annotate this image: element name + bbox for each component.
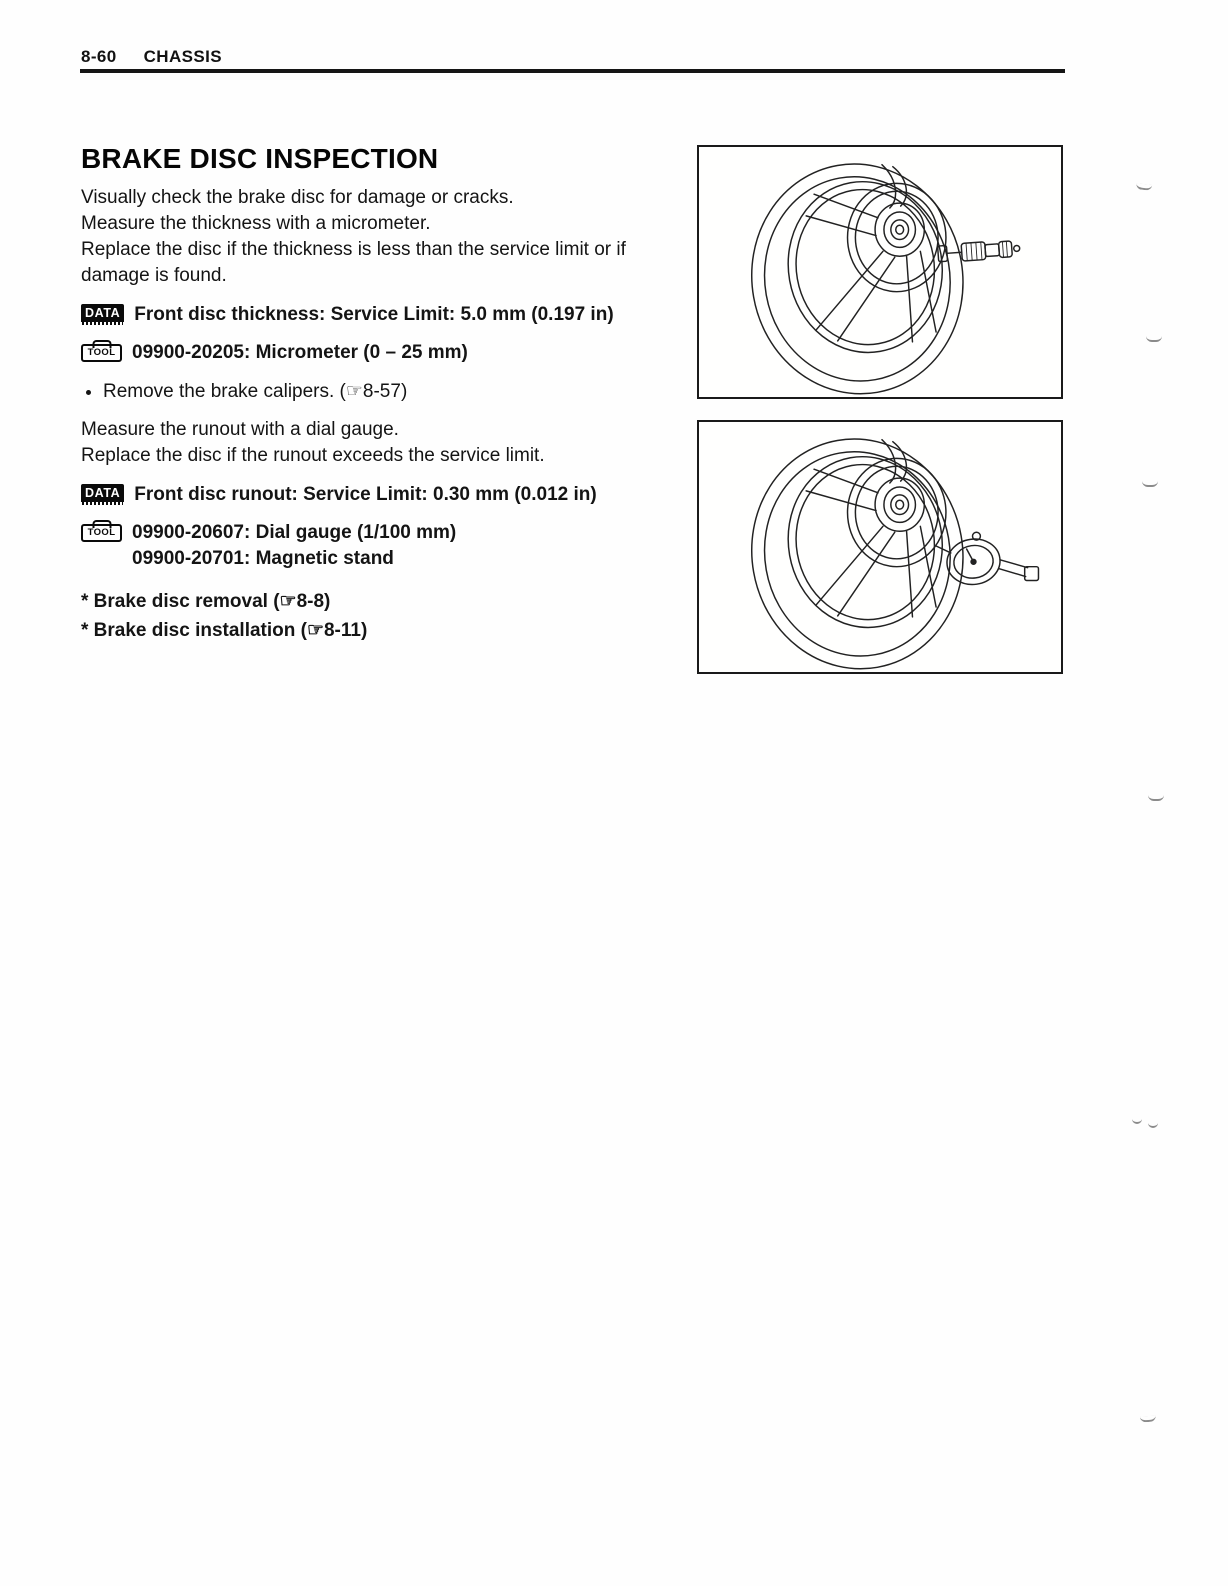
data-badge-label: DATA (85, 306, 121, 320)
scan-artifact (1146, 336, 1162, 342)
runout-line: Measure the runout with a dial gauge. (81, 419, 399, 440)
figure-front-wheel-dial-gauge (697, 420, 1063, 674)
scan-artifact (1148, 795, 1164, 801)
runout-line: Replace the disc if the runout exceeds the service limit. (81, 445, 545, 466)
tool-dial-gauge-lines (132, 520, 456, 572)
tool-micrometer-row (81, 340, 699, 366)
scan-artifact (1140, 1415, 1156, 1422)
data-spec-thickness-row (81, 302, 699, 327)
scan-artifact (1136, 183, 1153, 191)
page-number: 8-60 (81, 47, 117, 66)
scan-artifact (1142, 481, 1158, 487)
header-divider-rule (80, 69, 1065, 73)
runout-paragraph (81, 417, 699, 469)
reference-disc-removal: * Brake disc removal (☞8-8) (81, 591, 331, 612)
tool-badge-label: TOOL (87, 347, 116, 358)
intro-line: Replace the disc if the thickness is less than the service limit or if damage is found. (81, 239, 626, 286)
scan-artifact (1132, 1118, 1142, 1124)
runout-service-limit-text: Front disc runout: Service Limit: 0.30 mm (0.012 in) (134, 484, 597, 505)
tool-line: 09900-20701: Magnetic stand (132, 548, 394, 569)
procedure-bullet-list (81, 379, 699, 405)
scan-artifact (1148, 1122, 1158, 1128)
cross-references (81, 587, 699, 645)
reference-disc-installation: * Brake disc installation (☞8-11) (81, 620, 368, 641)
figure-front-wheel-micrometer (697, 145, 1063, 399)
tool-dial-gauge-row (81, 520, 699, 572)
data-badge-label: DATA (85, 486, 121, 500)
main-text-column (81, 143, 699, 645)
data-badge-icon (81, 304, 124, 322)
thickness-service-limit-text: Front disc thickness: Service Limit: 5.0 mm (0.197 in) (134, 304, 614, 325)
front-wheel-dial-gauge-illustration (699, 422, 1061, 672)
tool-badge-icon (81, 524, 122, 542)
tool-line: 09900-20607: Dial gauge (1/100 mm) (132, 522, 457, 543)
intro-line: Visually check the brake disc for damage or cracks. (81, 187, 514, 208)
tool-badge-label: TOOL (87, 527, 116, 538)
front-wheel-micrometer-illustration (699, 147, 1061, 397)
chapter-title: CHASSIS (143, 47, 222, 66)
page-header (81, 47, 222, 67)
intro-paragraph (81, 185, 699, 289)
section-title: BRAKE DISC INSPECTION (81, 143, 439, 174)
data-spec-runout-row (81, 482, 699, 507)
bullet-remove-calipers: • Remove the brake calipers. (☞8-57) (103, 379, 699, 405)
tool-line: 09900-20205: Micrometer (0 – 25 mm) (132, 342, 468, 363)
intro-line: Measure the thickness with a micrometer. (81, 213, 431, 234)
data-badge-icon (81, 484, 124, 502)
tool-badge-icon (81, 344, 122, 362)
tool-micrometer-lines (132, 340, 468, 366)
